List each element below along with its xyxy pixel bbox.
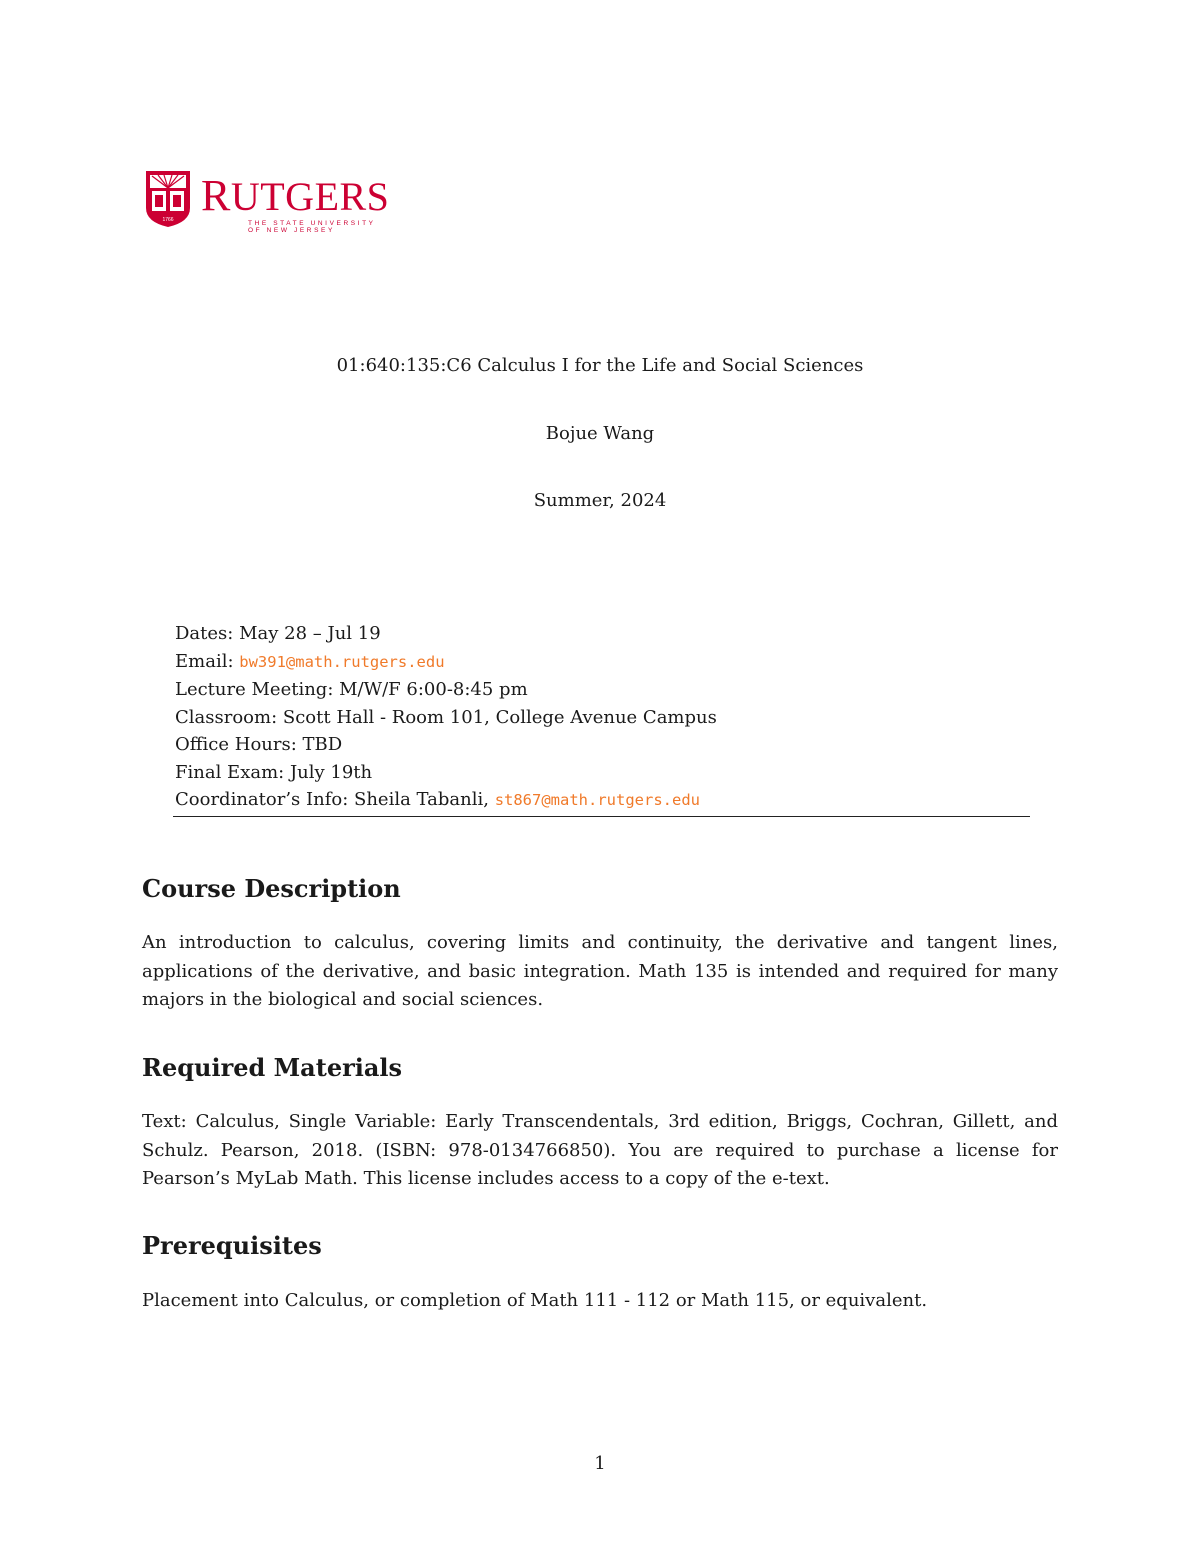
wordmark-initial: R <box>201 171 231 220</box>
dates-value: May 28 – Jul 19 <box>239 623 381 644</box>
office-hours-value: TBD <box>302 734 343 755</box>
email-label: Email: <box>175 650 240 672</box>
course-term: Summer, 2024 <box>533 490 667 511</box>
section-body-course-description: An introduction to calculus, covering limits and continuity, the derivative and tangent lines, applications of the derivative, and basic integration. Math 135 is intended and required for many majors in the biological and social sciences. <box>142 932 1058 1010</box>
final-exam-value: July 19th <box>289 761 373 783</box>
course-title: 01:640:135:C6 Calculus I for the Life and Social Sciences <box>336 355 864 376</box>
wordmark-rest: UTGERS <box>230 174 390 219</box>
info-final-exam <box>175 759 1030 787</box>
info-divider <box>173 816 1030 817</box>
section-heading-required-materials: Required Materials <box>142 1053 403 1082</box>
rutgers-wordmark <box>201 171 390 220</box>
course-info <box>175 620 1030 815</box>
info-classroom <box>175 704 1030 732</box>
section-body-prerequisites: Placement into Calculus, or completion of Math 111 - 112 or Math 115, or equivalent. <box>142 1290 928 1311</box>
instructor-email-link[interactable]: bw391@math.rutgers.edu <box>239 652 445 671</box>
lecture-label: Lecture Meeting: <box>175 679 340 700</box>
logo-tagline-line2: OF NEW JERSEY <box>248 227 335 234</box>
coordinator-email-link[interactable]: st867@math.rutgers.edu <box>494 791 700 809</box>
info-coordinator <box>175 786 1030 815</box>
dates-label: Dates: <box>175 623 240 644</box>
lecture-value: M/W/F 6:00-8:45 pm <box>339 679 528 700</box>
section-heading-prerequisites: Prerequisites <box>142 1231 322 1260</box>
coordinator-name: Sheila Tabanli, <box>354 789 495 810</box>
info-office-hours <box>175 731 1030 759</box>
final-exam-label: Final Exam: <box>175 761 290 783</box>
section-heading-course-description: Course Description <box>142 874 401 903</box>
office-hours-label: Office Hours: <box>175 734 303 755</box>
instructor-name: Bojue Wang <box>545 423 655 444</box>
section-body-required-materials: Text: Calculus, Single Variable: Early Transcendentals, 3rd edition, Briggs, Cochran, Gillett, and Schulz. Pearson, 2018. (ISBN: 978-0134766850). You are required to purchase a license for Pearson’s MyLab Math. This license includes access to a copy of the e-text. <box>142 1111 1058 1189</box>
coordinator-label: Coordinator’s Info: <box>175 789 354 810</box>
classroom-value: Scott Hall - Room 101, College Avenue Campus <box>282 706 717 728</box>
page-number: 1 <box>594 1453 606 1474</box>
rutgers-logo <box>145 170 390 234</box>
info-email <box>175 648 1030 677</box>
info-lecture <box>175 676 1030 704</box>
classroom-label: Classroom: <box>175 706 283 728</box>
seal-year: 1766 <box>162 217 174 223</box>
logo-tagline-line1: THE STATE UNIVERSITY <box>248 220 376 227</box>
info-dates <box>175 620 1030 648</box>
rutgers-seal-icon <box>145 170 191 228</box>
